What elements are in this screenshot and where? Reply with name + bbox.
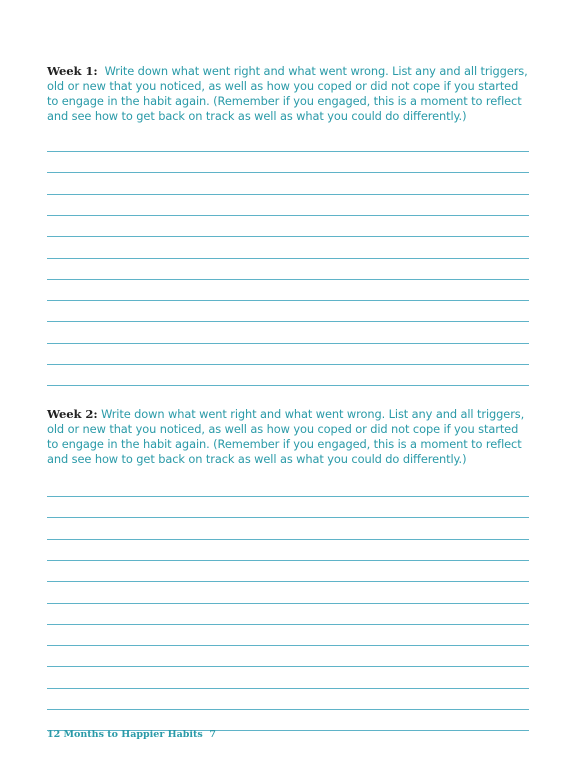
week-2-label: Week 2: bbox=[47, 407, 98, 421]
writing-line[interactable] bbox=[47, 300, 529, 301]
writing-line[interactable] bbox=[47, 666, 529, 667]
page-footer bbox=[47, 729, 216, 740]
writing-line[interactable] bbox=[47, 624, 529, 625]
writing-line[interactable] bbox=[47, 258, 529, 259]
writing-line[interactable] bbox=[47, 321, 529, 322]
writing-line[interactable] bbox=[47, 172, 529, 173]
week-1-label: Week 1: bbox=[47, 64, 98, 78]
week-2-section bbox=[47, 407, 529, 467]
writing-line[interactable] bbox=[47, 709, 529, 710]
writing-line[interactable] bbox=[47, 343, 529, 344]
writing-line[interactable] bbox=[47, 688, 529, 689]
writing-line[interactable] bbox=[47, 364, 529, 365]
writing-line[interactable] bbox=[47, 151, 529, 152]
week-1-prompt-text: Write down what went right and what went wrong. List any and all triggers, old or new that you noticed, as well as how you coped or did not cope if you started to engage in the habit again. (Remember if you engaged, this is a moment to reflect and see how to get back on track as well as what you could do differently.) bbox=[47, 64, 528, 123]
writing-line[interactable] bbox=[47, 194, 529, 195]
writing-line[interactable] bbox=[47, 215, 529, 216]
writing-line[interactable] bbox=[47, 496, 529, 497]
footer-title: 12 Months to Happier Habits bbox=[47, 729, 203, 740]
week-2-prompt bbox=[47, 407, 529, 467]
page-number: 7 bbox=[209, 729, 217, 740]
writing-line[interactable] bbox=[47, 603, 529, 604]
writing-line[interactable] bbox=[47, 581, 529, 582]
week-2-prompt-text: Write down what went right and what went wrong. List any and all triggers, old or new that you noticed, as well as how you coped or did not cope if you started to engage in the habit again. (Remember if you engaged, this is a moment to reflect and see how to get back on track as well as what you could do differently.) bbox=[47, 407, 525, 466]
writing-line[interactable] bbox=[47, 645, 529, 646]
writing-line[interactable] bbox=[47, 517, 529, 518]
week-1-section bbox=[47, 64, 529, 124]
writing-line[interactable] bbox=[47, 385, 529, 386]
writing-line[interactable] bbox=[47, 539, 529, 540]
week-1-prompt bbox=[47, 64, 529, 124]
writing-line[interactable] bbox=[47, 279, 529, 280]
writing-line[interactable] bbox=[47, 560, 529, 561]
writing-line[interactable] bbox=[47, 236, 529, 237]
